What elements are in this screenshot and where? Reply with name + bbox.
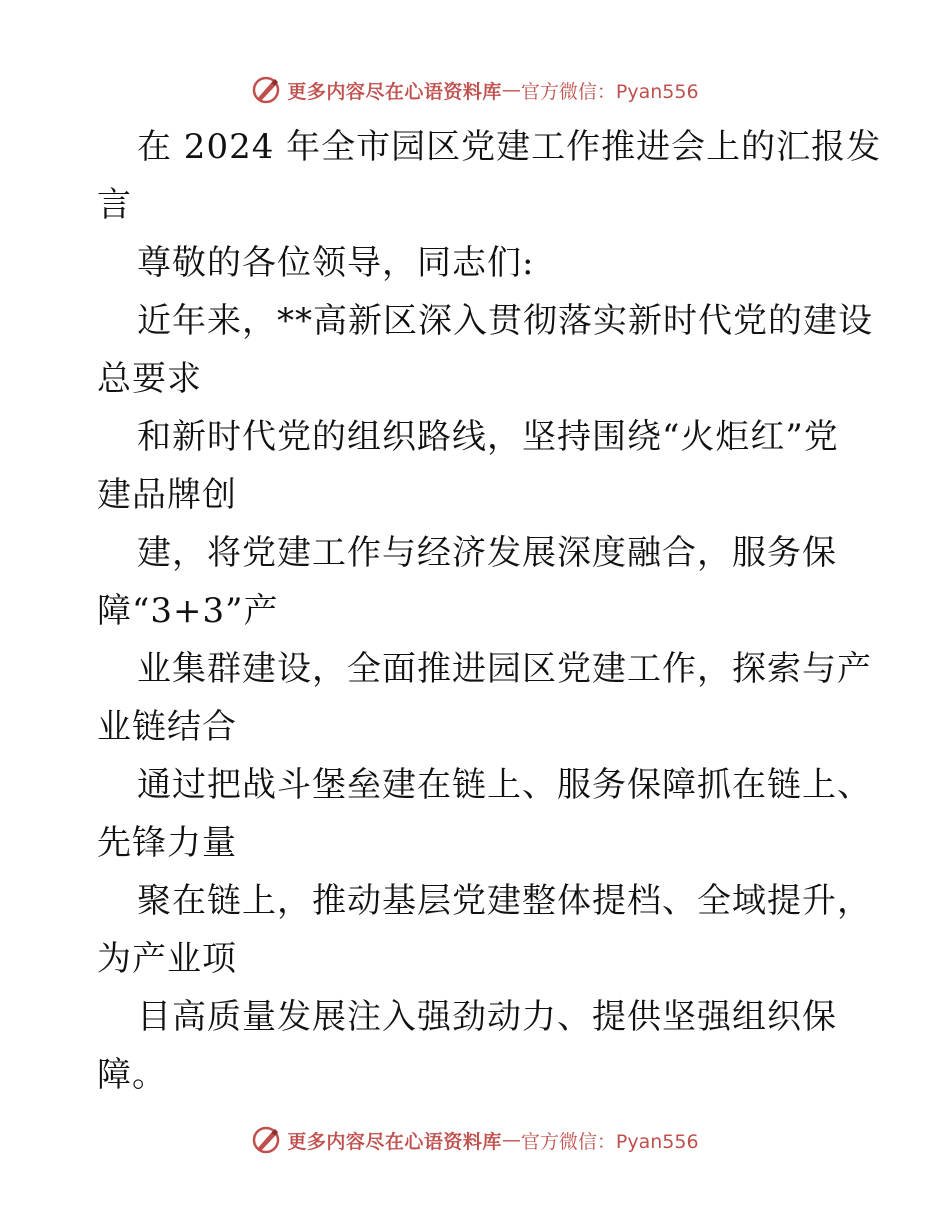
doc-title-line-1: 在 2024 年全市园区党建工作推进会上的汇报发 (137, 127, 882, 167)
doc-paragraph-line: 业链结合 (97, 707, 237, 747)
doc-paragraph-line: 总要求 (97, 359, 202, 399)
doc-paragraph-line: 建，将党建工作与经济发展深度融合，服务保 (137, 533, 837, 573)
doc-paragraph-line: 障“3+3”产 (97, 591, 279, 631)
doc-paragraph-line: 通过把战斗堡垒建在链上、服务保障抓在链上、 (137, 765, 872, 805)
pen-logo-icon (251, 1125, 281, 1155)
doc-salutation: 尊敬的各位领导，同志们: (137, 243, 535, 283)
document-body (97, 118, 882, 1104)
doc-paragraph-line: 目高质量发展注入强劲动力、提供坚强组织保 (137, 997, 837, 1037)
doc-paragraph-line: 障。 (97, 1055, 167, 1095)
banner-dash: — (501, 1129, 521, 1151)
doc-paragraph-line: 近年来，**高新区深入贯彻落实新时代党的建设 (137, 301, 873, 341)
banner-ad-text: 更多内容尽在心语资料库 (287, 80, 502, 103)
doc-title-line-2: 言 (97, 185, 132, 225)
banner-dash: — (501, 79, 521, 101)
doc-paragraph-line: 聚在链上，推动基层党建整体提档、全域提升， (137, 881, 872, 921)
doc-paragraph-line: 先锋力量 (97, 823, 237, 863)
pen-logo-icon (251, 75, 281, 105)
doc-paragraph-line: 建品牌创 (97, 475, 237, 515)
banner-wechat-id: 官方微信：Pyan556 (520, 1130, 699, 1153)
footer-watermark-banner (0, 1120, 950, 1160)
doc-paragraph-line: 为产业项 (97, 939, 237, 979)
banner-wechat-id: 官方微信：Pyan556 (520, 80, 699, 103)
banner-ad-text: 更多内容尽在心语资料库 (287, 1130, 502, 1153)
doc-paragraph-line: 和新时代党的组织路线，坚持围绕“火炬红”党 (137, 417, 839, 457)
doc-paragraph-line: 业集群建设，全面推进园区党建工作，探索与产 (137, 649, 872, 689)
header-watermark-banner (0, 70, 950, 110)
